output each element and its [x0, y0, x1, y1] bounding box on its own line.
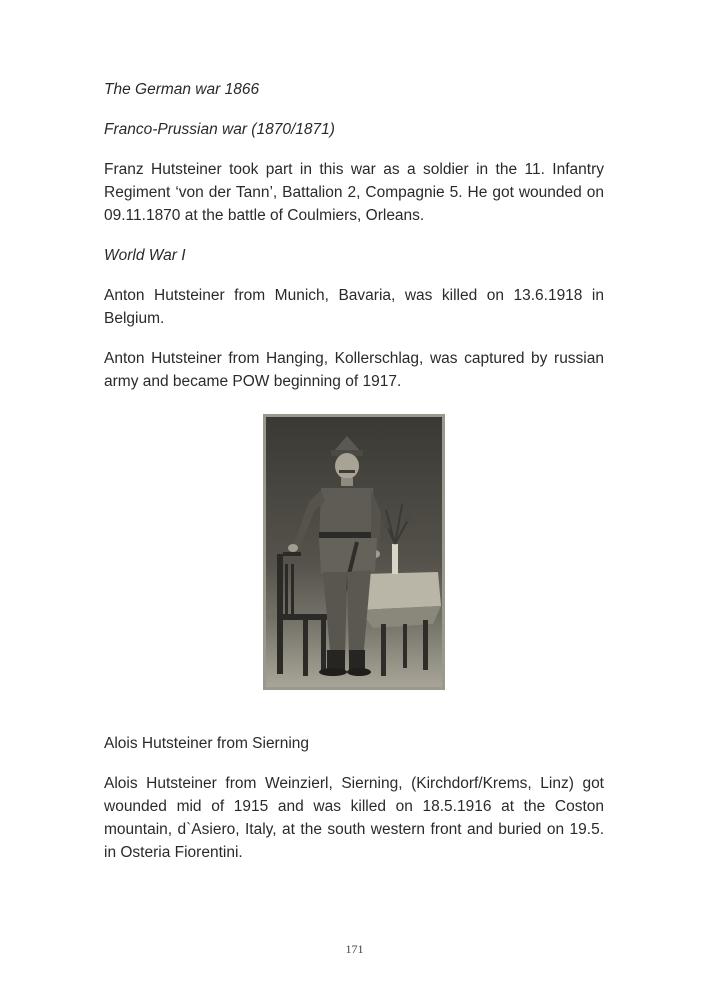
soldier-photo-image: [263, 414, 445, 690]
ww1-paragraph-munich: Anton Hutsteiner from Munich, Bavaria, was killed on 13.6.1918 in Belgium.: [104, 287, 604, 327]
page-number: 171: [345, 942, 364, 956]
alois-paragraph: Alois Hutsteiner from Weinzierl, Sierning, (Kirchdorf/Krems, Linz) got wounded mid of 1915 and was killed on 18.5.1916 at the Coston mountain, d`Asiero, Italy, at the south western front and buried on 19.5. in Osteria Fiorentini.: [104, 775, 604, 861]
german-war-heading: The German war 1866: [104, 81, 260, 98]
photo-caption: Alois Hutsteiner from Sierning: [104, 735, 310, 752]
franco-prussian-heading: Franco-Prussian war (1870/1871): [104, 121, 335, 138]
franco-prussian-paragraph: Franz Hutsteiner took part in this war as a soldier in the 11. Infantry Regiment ‘von der Tann’, Battalion 2, Compagnie 5. He got wounded on 09.11.1870 at the battle of Coulmiers, Orleans.: [104, 161, 604, 224]
upper-text-column: [104, 78, 604, 410]
ww1-heading: World War I: [104, 247, 186, 264]
ww1-paragraph-hanging: Anton Hutsteiner from Hanging, Kollerschlag, was captured by russian army and became POW beginning of 1917.: [104, 350, 604, 390]
soldier-photo: [263, 414, 445, 690]
